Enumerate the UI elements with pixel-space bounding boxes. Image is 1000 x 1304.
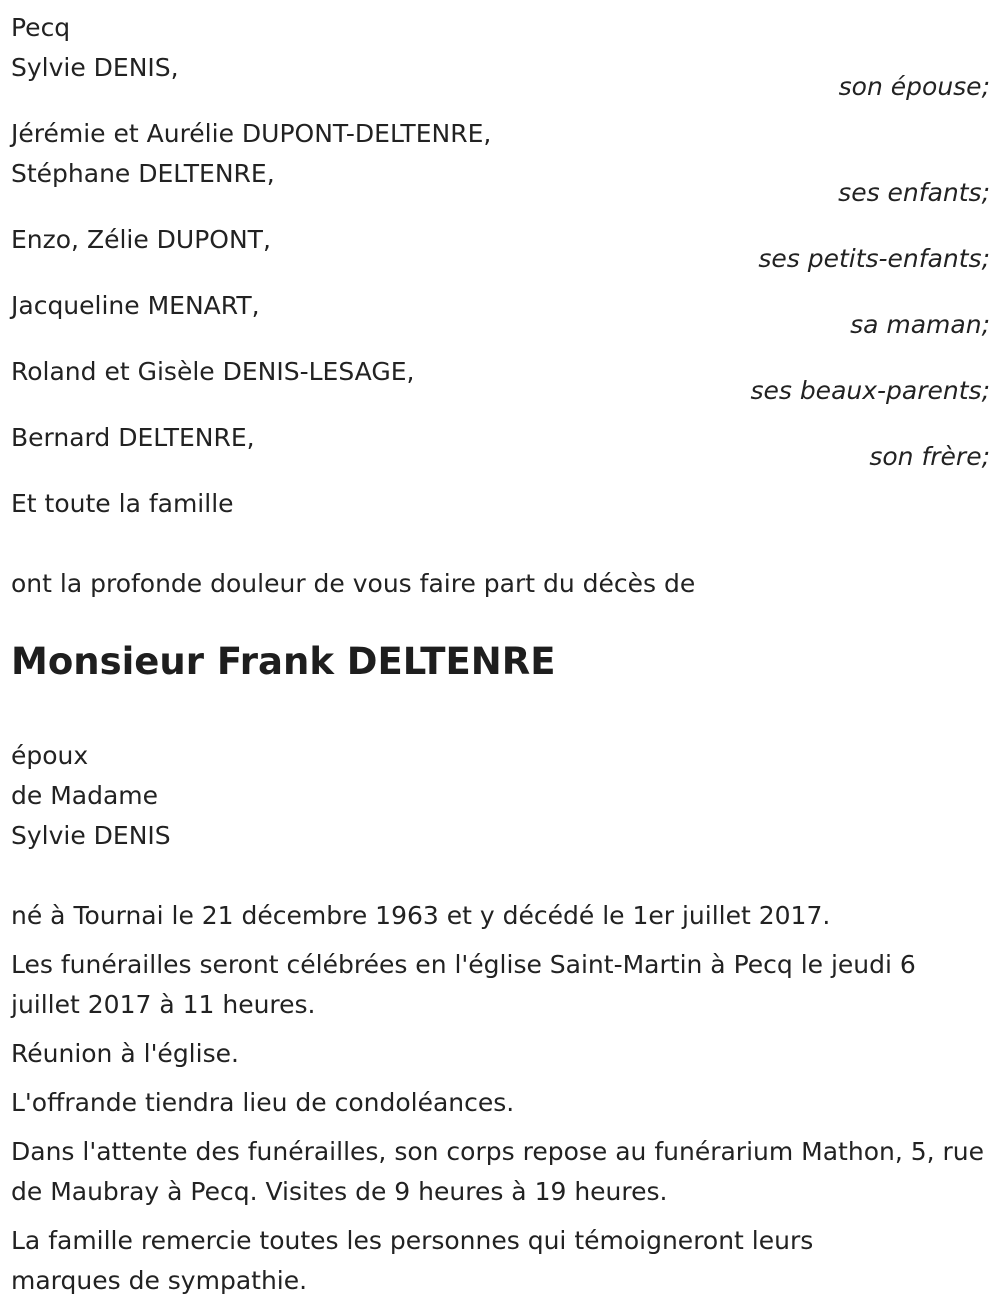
spouse-line: époux — [11, 741, 89, 770]
family-name: Jacqueline MENART, — [11, 291, 260, 320]
family-group-mother — [11, 286, 990, 339]
family-name: Bernard DELTENRE, — [11, 423, 255, 452]
family-name: Jérémie et Aurélie DUPONT-DELTENRE, — [11, 119, 492, 148]
family-name: Stéphane DELTENRE, — [11, 159, 275, 188]
details — [11, 896, 990, 1301]
thanks-paragraph: La famille remercie toutes les personnes qui témoigneront leurs marques de sympathie. — [11, 1226, 814, 1295]
family-relation: son frère; — [869, 442, 990, 471]
family-name: Roland et Gisèle DENIS-LESAGE, — [11, 357, 415, 386]
family-name: Sylvie DENIS, — [11, 53, 179, 82]
deceased-name: Monsieur Frank DELTENRE — [11, 640, 556, 683]
whole-family: Et toute la famille — [11, 489, 234, 518]
meeting-paragraph: Réunion à l'église. — [11, 1039, 239, 1068]
family-group-spouse — [11, 48, 990, 101]
spouse-line: de Madame — [11, 781, 159, 810]
announcement: ont la profonde douleur de vous faire part du décès de — [11, 569, 696, 598]
family-group-brother — [11, 418, 990, 471]
family-group-parents-in-law — [11, 352, 990, 405]
family-relation: ses petits-enfants; — [758, 244, 990, 273]
funerarium-paragraph: Dans l'attente des funérailles, son corps repose au funérarium Mathon, 5, rue de Maubray à Pecq. Visites de 9 heures à 19 heures. — [11, 1137, 985, 1206]
family-relation: ses beaux-parents; — [750, 376, 990, 405]
spouse-block — [11, 736, 990, 856]
birth-death-paragraph: né à Tournai le 21 décembre 1963 et y décédé le 1er juillet 2017. — [11, 901, 831, 930]
family-relation: sa maman; — [850, 310, 990, 339]
funeral-paragraph: Les funérailles seront célébrées en l'église Saint-Martin à Pecq le jeudi 6 juillet 2017 à 11 heures. — [11, 950, 916, 1019]
family-group-children — [11, 114, 990, 207]
family-group-grandchildren — [11, 220, 990, 273]
family-relation: ses enfants; — [838, 178, 990, 207]
spouse-line: Sylvie DENIS — [11, 821, 171, 850]
offering-paragraph: L'offrande tiendra lieu de condoléances. — [11, 1088, 515, 1117]
location: Pecq — [11, 13, 71, 42]
family-relation: son épouse; — [838, 72, 990, 101]
family-name: Enzo, Zélie DUPONT, — [11, 225, 271, 254]
